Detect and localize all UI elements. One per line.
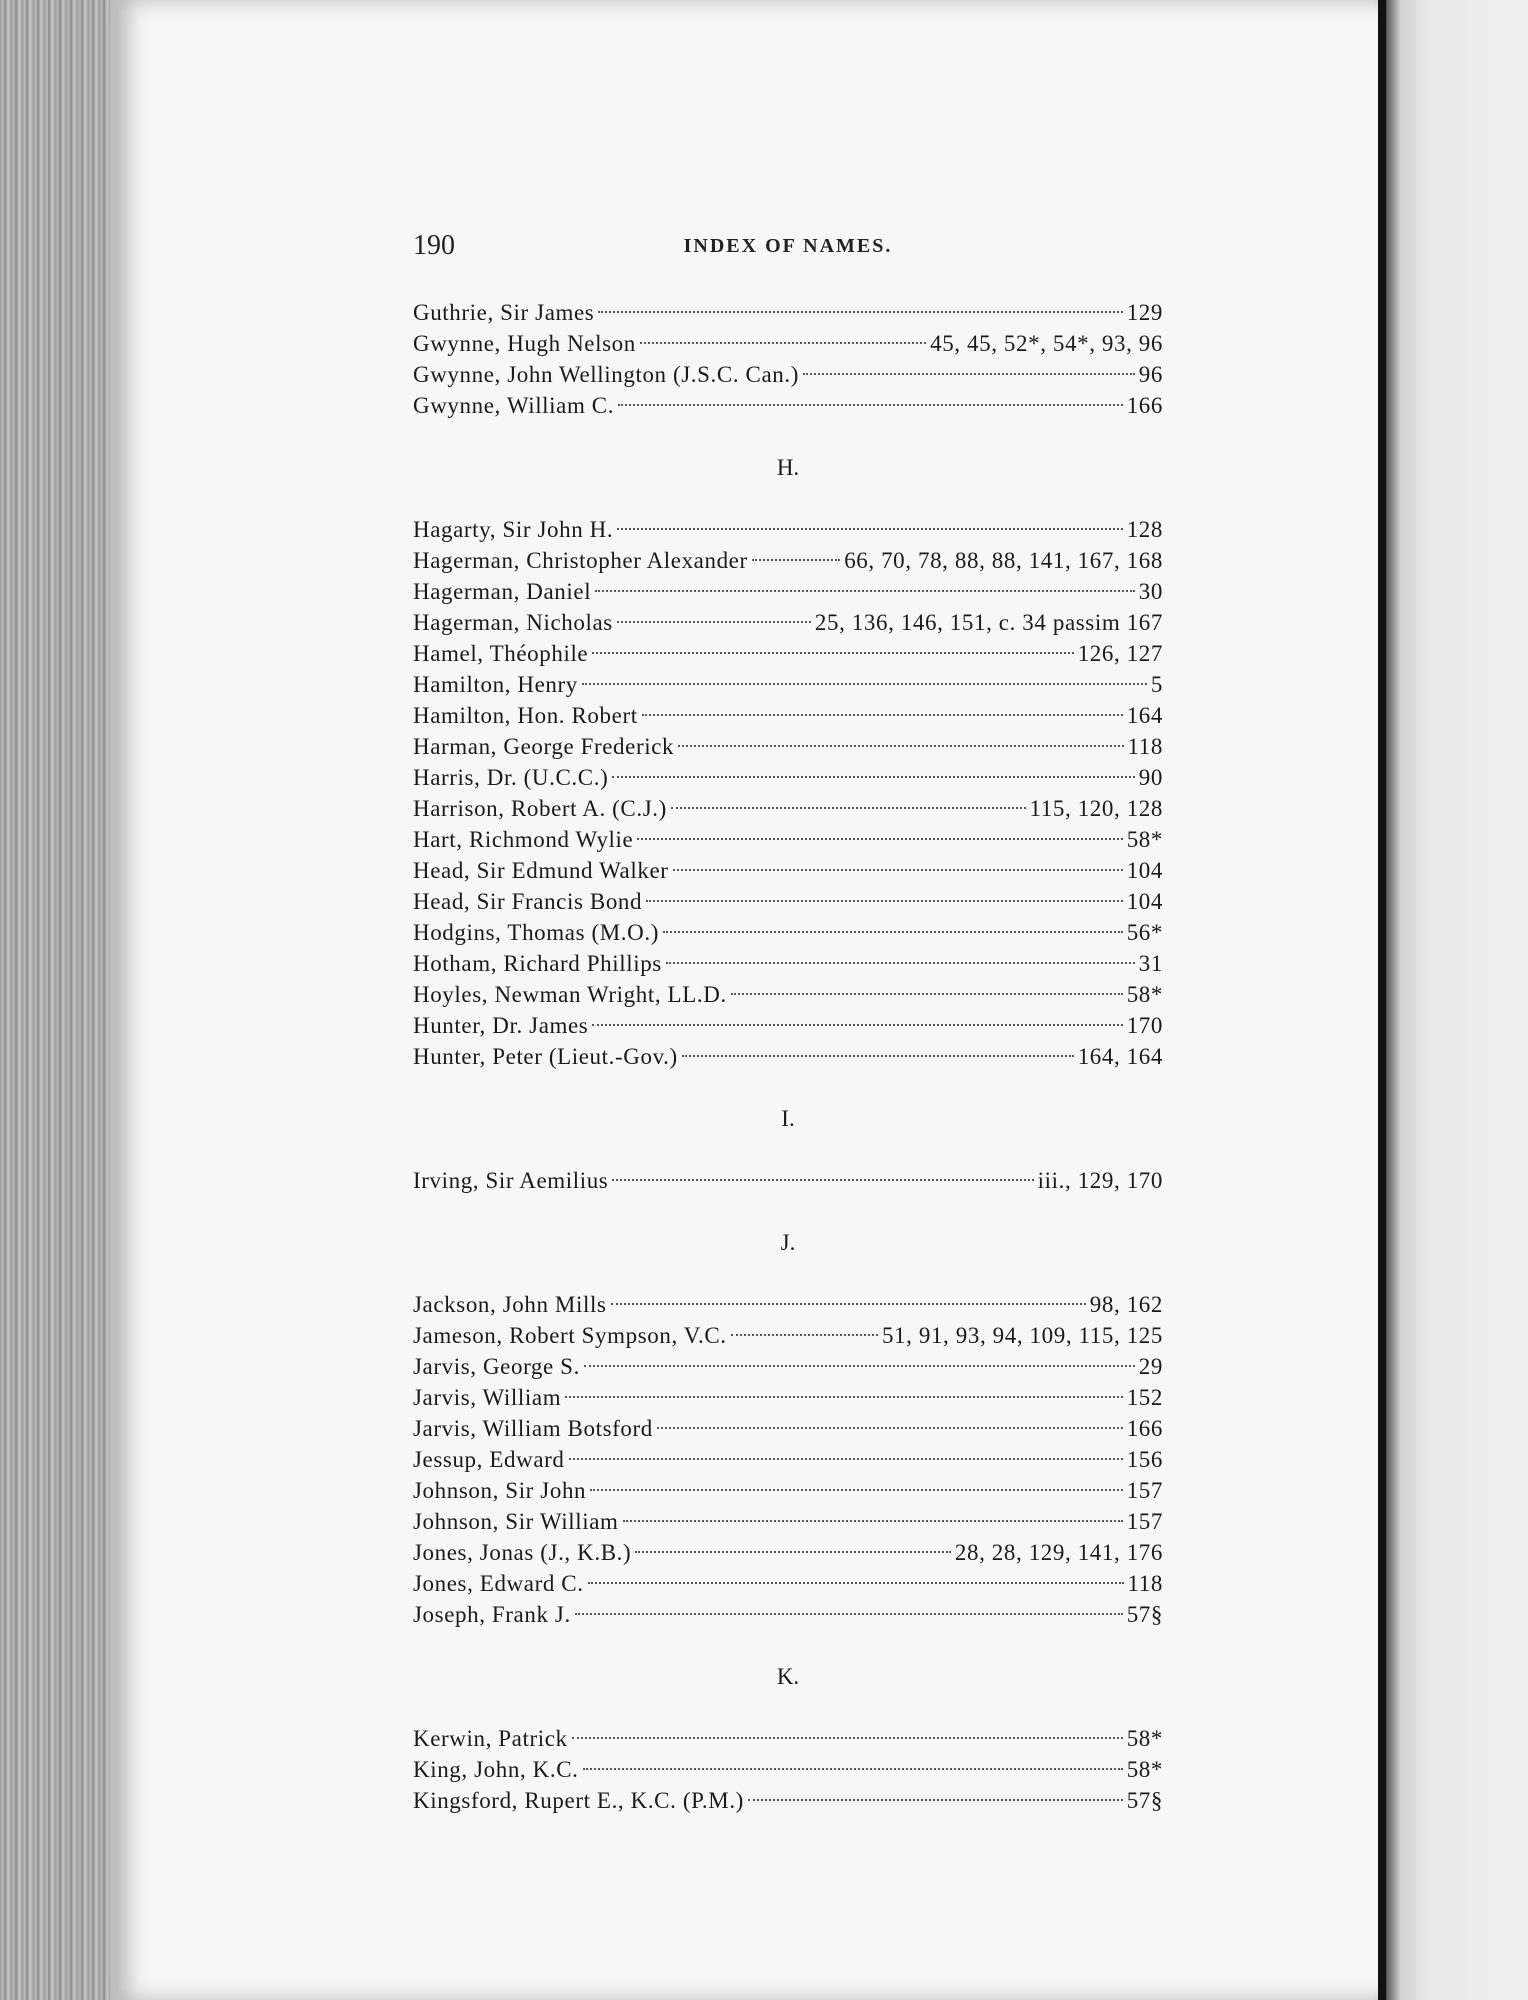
index-entry <box>413 1289 1163 1320</box>
dot-leader <box>671 807 1026 809</box>
entry-pages: 30 <box>1138 579 1163 604</box>
entry-name: Jarvis, George S. <box>413 1354 580 1379</box>
entry-pages: 157 <box>1126 1509 1163 1534</box>
entry-name: Hart, Richmond Wylie <box>413 827 634 852</box>
section-spacer <box>413 1630 1163 1661</box>
dot-leader <box>682 1055 1074 1057</box>
index-entry <box>413 328 1163 359</box>
entry-name: Hagerman, Daniel <box>413 579 592 604</box>
index-entry <box>413 1754 1163 1785</box>
index-entry <box>413 1382 1163 1413</box>
index-entry <box>413 359 1163 390</box>
dot-leader <box>592 652 1073 654</box>
entry-name: Kerwin, Patrick <box>413 1726 568 1751</box>
index-entry <box>413 545 1163 576</box>
entry-pages: 128 <box>1126 517 1163 542</box>
entry-name: Johnson, Sir John <box>413 1478 587 1503</box>
entry-name: Hoyles, Newman Wright, LL.D. <box>413 982 727 1007</box>
entry-pages: 104 <box>1126 889 1163 914</box>
index-entry <box>413 1444 1163 1475</box>
index-entry <box>413 762 1163 793</box>
entry-name: Hotham, Richard Phillips <box>413 951 662 976</box>
entry-pages: 51, 91, 93, 94, 109, 115, 125 <box>881 1323 1163 1348</box>
index-entry <box>413 1010 1163 1041</box>
dot-leader <box>752 559 840 561</box>
index-entry <box>413 607 1163 638</box>
entry-pages: 45, 45, 52*, 54*, 93, 96 <box>930 331 1163 356</box>
entry-pages: 96 <box>1138 362 1163 387</box>
section-spacer <box>413 483 1163 514</box>
index-entry <box>413 824 1163 855</box>
index-entry <box>413 1785 1163 1816</box>
entry-name: Irving, Sir Aemilius <box>413 1168 609 1193</box>
dot-leader <box>635 1551 951 1553</box>
dot-leader <box>748 1799 1123 1801</box>
entry-name: Kingsford, Rupert E., K.C. (P.M.) <box>413 1788 744 1813</box>
entry-name: Harman, George Frederick <box>413 734 675 759</box>
index-entry <box>413 638 1163 669</box>
entry-pages: 66, 70, 78, 88, 88, 141, 167, 168 <box>844 548 1163 573</box>
entry-pages: 115, 120, 128 <box>1029 796 1163 821</box>
entry-pages: 164 <box>1126 703 1163 728</box>
entry-name: Joseph, Frank J. <box>413 1602 571 1627</box>
entry-name: Jarvis, William Botsford <box>413 1416 653 1441</box>
entry-pages: 156 <box>1126 1447 1163 1472</box>
index-entry <box>413 1537 1163 1568</box>
entry-name: Hunter, Peter (Lieut.-Gov.) <box>413 1044 678 1069</box>
section-spacer <box>413 421 1163 452</box>
dot-leader <box>657 1427 1123 1429</box>
entry-name: Johnson, Sir William <box>413 1509 619 1534</box>
index-body <box>413 297 1163 1816</box>
entry-name: Gwynne, Hugh Nelson <box>413 331 636 356</box>
running-title: INDEX OF NAMES. <box>683 235 893 257</box>
entry-name: Hagarty, Sir John H. <box>413 517 614 542</box>
entry-name: Hunter, Dr. James <box>413 1013 589 1038</box>
dot-leader <box>646 900 1123 902</box>
dot-leader <box>663 931 1123 933</box>
dot-leader <box>731 1334 878 1336</box>
index-entry <box>413 669 1163 700</box>
section-spacer <box>413 1258 1163 1289</box>
index-entry <box>413 297 1163 328</box>
section-spacer <box>413 1134 1163 1165</box>
index-entry <box>413 1041 1163 1072</box>
entry-pages: 104 <box>1126 858 1163 883</box>
page-header <box>413 230 1163 266</box>
entry-pages: 31 <box>1138 951 1163 976</box>
dot-leader <box>595 590 1135 592</box>
entry-name: Hagerman, Christopher Alexander <box>413 548 748 573</box>
entry-name: Guthrie, Sir James <box>413 300 595 325</box>
dot-leader <box>584 1365 1135 1367</box>
entry-name: King, John, K.C. <box>413 1757 579 1782</box>
entry-pages: 5 <box>1150 672 1163 697</box>
entry-pages: 166 <box>1126 1416 1163 1441</box>
index-entry <box>413 1599 1163 1630</box>
entry-pages: 118 <box>1127 734 1163 759</box>
section-spacer <box>413 1072 1163 1103</box>
index-entry <box>413 1568 1163 1599</box>
entry-pages: 118 <box>1127 1571 1163 1596</box>
entry-pages: 98, 162 <box>1089 1292 1163 1317</box>
dot-leader <box>803 373 1135 375</box>
entry-pages: 170 <box>1126 1013 1163 1038</box>
entry-pages: 58* <box>1126 982 1163 1007</box>
dot-leader <box>617 528 1122 530</box>
dot-leader <box>592 1024 1122 1026</box>
index-entry <box>413 1165 1163 1196</box>
entry-pages: 58* <box>1126 1726 1163 1751</box>
entry-name: Jameson, Robert Sympson, V.C. <box>413 1323 727 1348</box>
dot-leader <box>575 1613 1123 1615</box>
section-letter: I. <box>781 1106 795 1131</box>
index-entry <box>413 390 1163 421</box>
entry-pages: 25, 136, 146, 151, c. 34 passim 167 <box>814 610 1163 635</box>
index-entry <box>413 979 1163 1010</box>
dot-leader <box>678 745 1123 747</box>
dot-leader <box>598 311 1122 313</box>
dot-leader <box>637 838 1122 840</box>
section-letter: J. <box>780 1230 796 1255</box>
index-entry <box>413 1351 1163 1382</box>
index-entry <box>413 886 1163 917</box>
entry-name: Harris, Dr. (U.C.C.) <box>413 765 609 790</box>
dot-leader <box>673 869 1123 871</box>
dot-leader <box>623 1520 1123 1522</box>
entry-name: Jones, Jonas (J., K.B.) <box>413 1540 632 1565</box>
dot-leader <box>642 714 1123 716</box>
index-entry <box>413 576 1163 607</box>
dot-leader <box>590 1489 1123 1491</box>
index-entry <box>413 948 1163 979</box>
entry-name: Gwynne, John Wellington (J.S.C. Can.) <box>413 362 799 387</box>
dot-leader <box>617 621 811 623</box>
book-gutter <box>1378 0 1386 2000</box>
dot-leader <box>612 776 1134 778</box>
index-entry <box>413 1475 1163 1506</box>
entry-name: Jessup, Edward <box>413 1447 565 1472</box>
index-entry <box>413 731 1163 762</box>
entry-name: Gwynne, William C. <box>413 393 615 418</box>
dot-leader <box>565 1396 1122 1398</box>
entry-pages: 58* <box>1126 827 1163 852</box>
entry-pages: iii., 129, 170 <box>1037 1168 1163 1193</box>
dot-leader <box>618 404 1123 406</box>
entry-pages: 58* <box>1126 1757 1163 1782</box>
entry-name: Head, Sir Edmund Walker <box>413 858 669 883</box>
entry-name: Hamel, Théophile <box>413 641 589 666</box>
entry-pages: 126, 127 <box>1077 641 1163 666</box>
entry-name: Jones, Edward C. <box>413 1571 584 1596</box>
index-entry <box>413 700 1163 731</box>
index-entry <box>413 1413 1163 1444</box>
entry-pages: 57§ <box>1126 1788 1163 1813</box>
section-spacer <box>413 1196 1163 1227</box>
dot-leader <box>572 1737 1123 1739</box>
index-entry <box>413 1723 1163 1754</box>
index-entry <box>413 1320 1163 1351</box>
dot-leader <box>666 962 1135 964</box>
entry-name: Jarvis, William <box>413 1385 562 1410</box>
index-entry <box>413 514 1163 545</box>
index-entry <box>413 855 1163 886</box>
entry-name: Jackson, John Mills <box>413 1292 607 1317</box>
entry-name: Hamilton, Hon. Robert <box>413 703 638 728</box>
index-entry <box>413 917 1163 948</box>
dot-leader <box>582 683 1147 685</box>
dot-leader <box>611 1303 1086 1305</box>
entry-pages: 129 <box>1126 300 1163 325</box>
dot-leader <box>731 993 1123 995</box>
entry-pages: 164, 164 <box>1077 1044 1163 1069</box>
dot-leader <box>569 1458 1123 1460</box>
entry-name: Hamilton, Henry <box>413 672 578 697</box>
entry-name: Hagerman, Nicholas <box>413 610 613 635</box>
section-letter: H. <box>776 455 800 480</box>
entry-name: Head, Sir Francis Bond <box>413 889 643 914</box>
entry-pages: 29 <box>1138 1354 1163 1379</box>
dot-leader <box>583 1768 1123 1770</box>
entry-name: Harrison, Robert A. (C.J.) <box>413 796 667 821</box>
entry-pages: 166 <box>1126 393 1163 418</box>
dot-leader <box>612 1179 1033 1181</box>
facing-page-edge <box>1386 0 1528 2000</box>
page-number: 190 <box>413 230 455 261</box>
entry-pages: 157 <box>1126 1478 1163 1503</box>
entry-pages: 90 <box>1138 765 1163 790</box>
dot-leader <box>640 342 926 344</box>
entry-pages: 56* <box>1126 920 1163 945</box>
index-entry <box>413 1506 1163 1537</box>
entry-name: Hodgins, Thomas (M.O.) <box>413 920 659 945</box>
section-spacer <box>413 1692 1163 1723</box>
index-entry <box>413 793 1163 824</box>
section-letter: K. <box>776 1664 800 1689</box>
dot-leader <box>588 1582 1124 1584</box>
entry-pages: 152 <box>1126 1385 1163 1410</box>
entry-pages: 57§ <box>1126 1602 1163 1627</box>
entry-pages: 28, 28, 129, 141, 176 <box>954 1540 1163 1565</box>
